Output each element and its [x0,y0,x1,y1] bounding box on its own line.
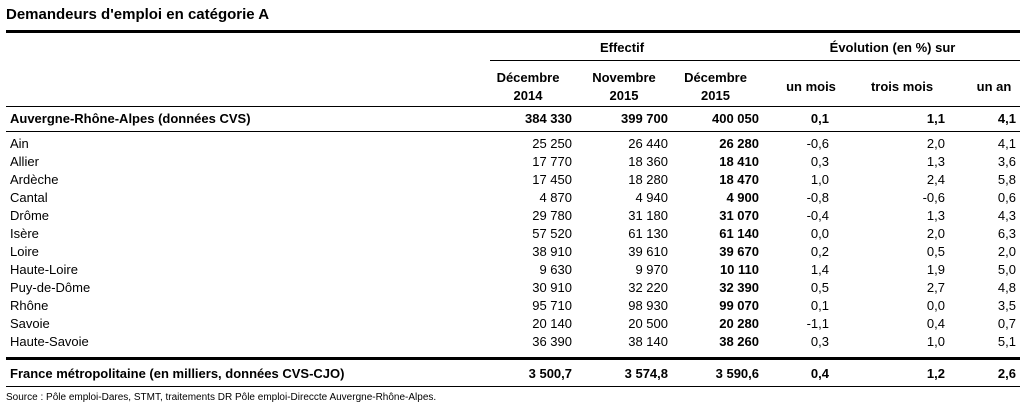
cell-un-an: 2,0 [997,244,1016,259]
col-header-un-mois [775,78,847,96]
cell-nov-2015: 3 574,8 [624,366,668,381]
region-row [6,110,1020,128]
col-header-line1: un an [976,79,1012,94]
cell-dec-2015: 20 280 [719,316,759,331]
row-label: Ardèche [10,172,59,187]
cell-trois-mois: 2,0 [926,136,945,151]
cell-un-mois: 0,1 [810,111,829,126]
table-row [6,189,1020,207]
cell-un-an: 5,1 [997,334,1016,349]
table-row [6,243,1020,261]
cell-un-mois: 0,2 [810,244,829,259]
col-header-line1: trois mois [870,79,934,94]
cell-trois-mois: 0,4 [926,316,945,331]
cell-dec-2014: 57 520 [532,226,572,241]
cell-un-an: 4,3 [997,208,1016,223]
cell-un-mois: -0,6 [806,136,829,151]
row-label: Rhône [10,298,49,313]
cell-un-an: 4,8 [997,280,1016,295]
cell-trois-mois: 1,9 [926,262,945,277]
cell-un-mois: 0,4 [810,366,829,381]
table-row [6,225,1020,243]
row-label: Haute-Savoie [10,334,89,349]
cell-trois-mois: 1,1 [926,111,945,126]
cell-dec-2015: 99 070 [719,298,759,313]
row-label: Ain [10,136,29,151]
cell-nov-2015: 38 140 [628,334,668,349]
header-rule [6,106,1020,107]
cell-trois-mois: 1,3 [926,208,945,223]
cell-nov-2015: 20 500 [628,316,668,331]
cell-dec-2015: 400 050 [712,111,759,126]
france-top-rule [6,357,1020,360]
cell-un-mois: 0,3 [810,154,829,169]
cell-trois-mois: 1,2 [926,366,945,381]
cell-nov-2015: 18 360 [628,154,668,169]
cell-nov-2015: 61 130 [628,226,668,241]
cell-dec-2014: 36 390 [532,334,572,349]
table-row [6,135,1020,153]
row-label: Haute-Loire [10,262,78,277]
cell-dec-2014: 95 710 [532,298,572,313]
cell-un-mois: 0,3 [810,334,829,349]
col-header-line1: Novembre [592,70,656,85]
france-row [6,365,1020,383]
group-header-rule [490,60,1020,61]
col-header-dec-2015 [678,69,753,105]
cell-dec-2014: 9 630 [539,262,572,277]
cell-dec-2015: 26 280 [719,136,759,151]
cell-dec-2015: 3 590,6 [715,366,759,381]
group-header-evolution: Évolution (en %) sur [829,40,956,55]
row-label: Auvergne-Rhône-Alpes (données CVS) [10,111,251,126]
cell-dec-2014: 3 500,7 [528,366,572,381]
cell-un-mois: 0,5 [810,280,829,295]
cell-trois-mois: 1,0 [926,334,945,349]
table-row [6,279,1020,297]
table-row [6,261,1020,279]
cell-dec-2015: 10 110 [719,262,759,277]
cell-un-mois: -1,1 [806,316,829,331]
cell-dec-2014: 30 910 [532,280,572,295]
cell-nov-2015: 9 970 [635,262,668,277]
cell-trois-mois: 2,7 [926,280,945,295]
cell-dec-2015: 39 670 [719,244,759,259]
col-header-line2: 2014 [513,88,543,103]
cell-un-mois: -0,4 [806,208,829,223]
cell-dec-2014: 25 250 [532,136,572,151]
cell-trois-mois: -0,6 [922,190,945,205]
cell-dec-2014: 384 330 [525,111,572,126]
table-row [6,171,1020,189]
cell-dec-2014: 17 450 [532,172,572,187]
cell-dec-2015: 18 410 [719,154,759,169]
row-label: Loire [10,244,39,259]
cell-trois-mois: 1,3 [926,154,945,169]
cell-nov-2015: 98 930 [628,298,668,313]
col-header-line1: un mois [786,79,836,94]
cell-nov-2015: 39 610 [628,244,668,259]
cell-un-an: 5,0 [997,262,1016,277]
row-label: Puy-de-Dôme [10,280,91,295]
cell-un-an: 2,6 [997,366,1016,381]
cell-nov-2015: 26 440 [628,136,668,151]
row-label: Isère [10,226,39,241]
col-header-nov-2015 [586,69,662,105]
cell-dec-2014: 20 140 [532,316,572,331]
table-row [6,153,1020,171]
row-label: Allier [10,154,39,169]
col-header-un-an [968,78,1020,96]
table-row [6,297,1020,315]
col-header-line1: Décembre [496,70,560,85]
col-header-dec-2014 [490,69,566,105]
cell-un-mois: 0,1 [810,298,829,313]
cell-un-mois: 1,4 [810,262,829,277]
cell-trois-mois: 2,0 [926,226,945,241]
col-header-line1: Décembre [684,70,747,85]
cell-dec-2014: 4 870 [539,190,572,205]
row-label: Drôme [10,208,50,223]
table-row [6,207,1020,225]
cell-dec-2015: 61 140 [719,226,759,241]
row-label: Cantal [10,190,48,205]
row-label: Savoie [10,316,50,331]
cell-dec-2014: 17 770 [532,154,572,169]
cell-dec-2014: 38 910 [532,244,572,259]
cell-un-an: 3,6 [997,154,1016,169]
cell-un-an: 4,1 [997,136,1016,151]
cell-dec-2015: 32 390 [719,280,759,295]
cell-trois-mois: 0,5 [926,244,945,259]
cell-un-an: 6,3 [997,226,1016,241]
cell-nov-2015: 32 220 [628,280,668,295]
cell-dec-2015: 38 260 [719,334,759,349]
table-row [6,315,1020,333]
cell-dec-2015: 18 470 [719,172,759,187]
cell-un-an: 0,7 [997,316,1016,331]
cell-un-an: 5,8 [997,172,1016,187]
cell-un-mois: 1,0 [810,172,829,187]
table-row [6,333,1020,351]
cell-un-an: 4,1 [997,111,1016,126]
col-header-line2: 2015 [609,88,639,103]
cell-dec-2015: 31 070 [719,208,759,223]
cell-un-an: 0,6 [997,190,1016,205]
cell-un-mois: -0,8 [806,190,829,205]
table-title: Demandeurs d'emploi en catégorie A [6,6,270,23]
cell-nov-2015: 4 940 [635,190,668,205]
cell-trois-mois: 2,4 [926,172,945,187]
col-header-line2: 2015 [701,88,730,103]
cell-nov-2015: 31 180 [628,208,668,223]
cell-un-an: 3,5 [997,298,1016,313]
top-rule [6,30,1020,33]
cell-dec-2014: 29 780 [532,208,572,223]
bottom-rule [6,386,1020,387]
cell-un-mois: 0,0 [810,226,829,241]
cell-nov-2015: 18 280 [628,172,668,187]
cell-dec-2015: 4 900 [726,190,759,205]
region-rule [6,131,1020,132]
cell-nov-2015: 399 700 [621,111,668,126]
cell-trois-mois: 0,0 [926,298,945,313]
col-header-trois-mois [858,78,946,96]
row-label: France métropolitaine (en milliers, données CVS-CJO) [10,366,345,381]
group-header-effectif: Effectif [599,40,645,55]
source-note: Source : Pôle emploi-Dares, STMT, traitements DR Pôle emploi-Direccte Auvergne-Rhône-Alpes. [6,392,437,403]
